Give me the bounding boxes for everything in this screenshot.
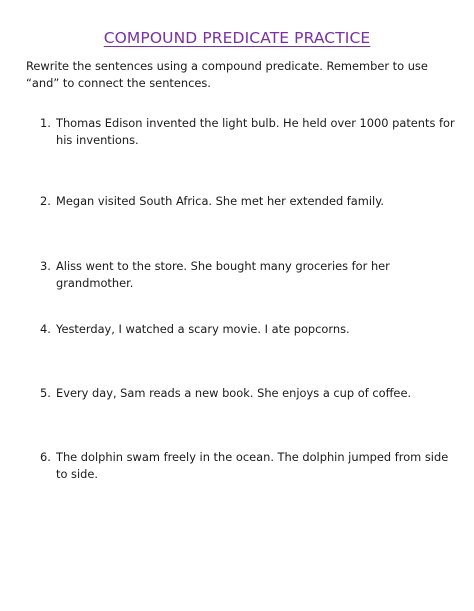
question-item-1 [40, 115, 460, 149]
page-title [0, 29, 474, 47]
page-title-text: COMPOUND PREDICATE PRACTICE [103, 29, 371, 47]
question-item-4 [40, 321, 460, 338]
question-text: The dolphin swam freely in the ocean. The dolphin jumped from side to side. [56, 450, 449, 481]
question-text: Thomas Edison invented the light bulb. He held over 1000 patents for his inventions. [56, 116, 455, 147]
question-text: Every day, Sam reads a new book. She enjoys a cup of coffee. [56, 386, 412, 400]
question-number: 1. [40, 116, 51, 130]
question-number: 5. [40, 386, 51, 400]
question-text: Megan visited South Africa. She met her extended family. [56, 194, 384, 208]
question-number: 6. [40, 450, 51, 464]
question-item-3 [40, 258, 460, 292]
question-item-6 [40, 449, 460, 483]
question-text: Aliss went to the store. She bought many groceries for her grandmother. [56, 259, 390, 290]
question-item-2 [40, 193, 460, 210]
instructions: Rewrite the sentences using a compound predicate. Remember to use “and” to connect the sentences. [26, 59, 428, 90]
question-number: 3. [40, 259, 51, 273]
question-text: Yesterday, I watched a scary movie. I ate popcorns. [56, 322, 350, 336]
question-item-5 [40, 385, 460, 402]
question-number: 2. [40, 194, 51, 208]
question-number: 4. [40, 322, 51, 336]
